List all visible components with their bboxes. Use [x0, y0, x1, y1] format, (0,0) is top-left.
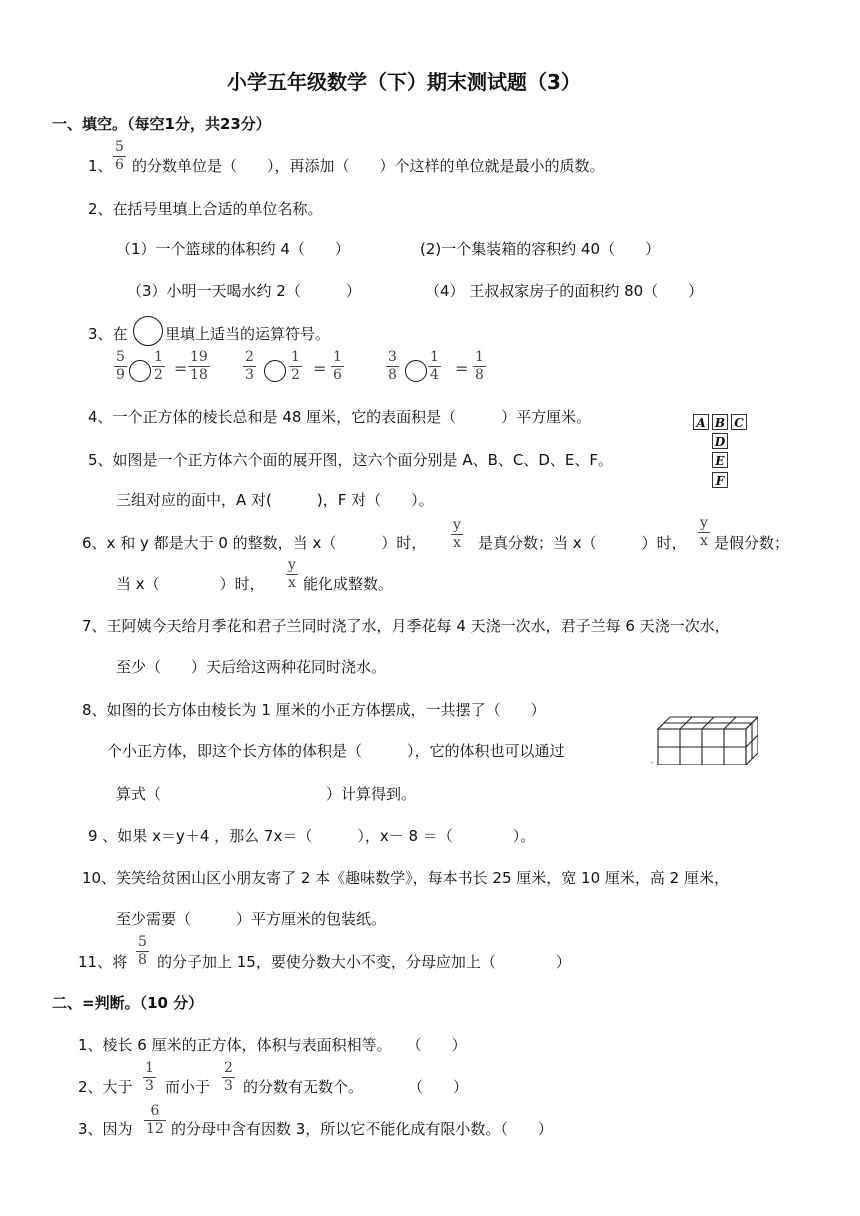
q3-eq2-result	[331, 350, 344, 382]
q3-eq1-result-n: 19	[190, 349, 208, 365]
q3-eq1-left	[114, 350, 127, 382]
operator-circle-icon	[133, 316, 163, 346]
q3-eq3-equals: =	[455, 359, 469, 378]
q3-eq3-result-d: 8	[475, 366, 484, 383]
q3-eq3-operator-blank[interactable]	[405, 360, 427, 382]
q11-pre: 11、将	[78, 953, 128, 971]
j3-pre: 3、因为	[78, 1120, 133, 1138]
q8-text-line2: 个小正方体，即这个长方体的体积是（ ），它的体积也可以通过	[107, 742, 565, 760]
q6-fraction-3-n: y	[288, 557, 296, 573]
q6-fraction-3-d: x	[288, 574, 296, 591]
q6-text-c: 是假分数；	[714, 534, 790, 552]
net-face-b: B	[712, 414, 728, 430]
j2-fraction-2-d: 3	[224, 1077, 233, 1094]
q3-eq2-left	[243, 350, 256, 382]
q4-text: 4、一个正方体的棱长总和是 48 厘米，它的表面积是（ ）平方厘米。	[88, 408, 592, 426]
q7-text-line1: 7、王阿姨今天给月季花和君子兰同时浇了水，月季花每 4 天浇一次水，君子兰每 6 天浇一次水，	[82, 617, 730, 635]
q3-eq3-right-n: 1	[430, 349, 439, 365]
q3-eq3-result	[473, 350, 486, 382]
j2-fraction-1-n: 1	[145, 1060, 154, 1076]
q2-text: 2、在括号里填上合适的单位名称。	[88, 200, 323, 218]
q8-text-line3: 算式（ ）计算得到。	[116, 785, 417, 803]
q3-eq1-result-d: 18	[190, 366, 208, 383]
j1-text: 1、棱长 6 厘米的正方体，体积与表面积相等。 （ ）	[78, 1036, 467, 1054]
net-face-e: E	[712, 452, 728, 468]
q3-post: 里填上适当的运算符号。	[165, 325, 331, 343]
q3-eq1-left-d: 9	[116, 366, 125, 383]
q3-eq1-right-d: 2	[154, 366, 163, 383]
q3-eq1-left-n: 5	[116, 349, 125, 365]
j2-fraction-2	[222, 1061, 235, 1093]
cube-net-figure	[693, 414, 753, 494]
q3-eq1-right-n: 1	[154, 349, 163, 365]
q3-eq3-right-d: 4	[430, 366, 439, 383]
q10-text-line2: 至少需要（ ）平方厘米的包装纸。	[116, 910, 387, 928]
q6-fraction-2	[698, 516, 710, 548]
j3-fraction	[144, 1104, 166, 1136]
q3-eq2-result-d: 6	[333, 366, 342, 383]
net-face-d: D	[712, 433, 728, 449]
q6-text-e: 能化成整数。	[303, 575, 394, 593]
j2-post: 的分数有无数个。 （ ）	[243, 1078, 469, 1096]
net-face-c: C	[731, 414, 747, 430]
q6-fraction-2-d: x	[700, 532, 708, 549]
q5-text-line1: 5、如图是一个正方体六个面的展开图，这六个面分别是 A、B、C、D、E、F。	[88, 451, 613, 469]
q7-text-line2: 至少（ ）天后给这两种花同时浇水。	[116, 658, 387, 676]
q2-item-1: （1）一个篮球的体积约 4（ ）	[116, 240, 350, 258]
q6-text-a: 6、x 和 y 都是大于 0 的整数，当 x（ ）时，	[82, 534, 427, 552]
q2-item-4: （4） 王叔叔家房子的面积约 80（ ）	[425, 282, 704, 300]
cuboid-figure	[650, 703, 758, 765]
q3-eq2-right-n: 1	[291, 349, 300, 365]
q1-fraction-numerator: 5	[115, 139, 124, 155]
q2-item-3: （3）小明一天喝水约 2（ ）	[127, 282, 361, 300]
q6-fraction-1	[451, 518, 463, 550]
q3-eq2-left-d: 3	[245, 366, 254, 383]
j3-fraction-n: 6	[150, 1103, 160, 1119]
q3-eq1-result	[188, 350, 210, 382]
q3-eq2-left-n: 2	[245, 349, 254, 365]
q6-fraction-1-n: y	[453, 517, 461, 533]
j2-fraction-2-n: 2	[224, 1060, 233, 1076]
q3-eq2-equals: =	[313, 359, 327, 378]
q3-eq3-result-n: 1	[475, 349, 484, 365]
section-2-heading: 二、=判断。（10 分）	[52, 994, 204, 1012]
q6-text-d: 当 x（ ）时，	[116, 575, 265, 593]
q3-eq2-result-n: 1	[333, 349, 342, 365]
q3-eq3-left-n: 3	[388, 349, 397, 365]
j3-post: 的分母中含有因数 3，所以它不能化成有限小数。（ ）	[171, 1120, 553, 1138]
section-1-heading: 一、填空。（每空1分，共23分）	[52, 115, 271, 133]
q5-text-line2: 三组对应的面中，A 对( )，F 对（ ）。	[116, 491, 434, 509]
q3-eq3-right	[428, 350, 441, 382]
q2-item-2: (2)一个集装箱的容积约 40（ ）	[420, 240, 661, 258]
q1-text: 的分数单位是（ ），再添加（ ）个这样的单位就是最小的质数。	[132, 157, 605, 175]
j2-fraction-1-d: 3	[145, 1077, 154, 1094]
q1-number: 1、	[88, 157, 113, 175]
j2-mid: 而小于	[165, 1078, 211, 1096]
q6-fraction-3	[286, 558, 298, 590]
q3-pre: 3、在	[88, 325, 128, 343]
q6-fraction-1-d: x	[453, 534, 461, 551]
q3-eq2-right	[289, 350, 302, 382]
j2-pre: 2、大于	[78, 1078, 133, 1096]
q3-eq1-right	[152, 350, 165, 382]
q9-text: 9 、如果 x＝y＋4 ，那么 7x＝（ ），x－ 8 ＝（ ）。	[88, 827, 536, 845]
q11-fraction-d: 8	[138, 951, 147, 968]
page-title: 小学五年级数学（下）期末测试题（3）	[227, 70, 581, 94]
q3-eq3-left	[386, 350, 399, 382]
q3-eq3-left-d: 8	[388, 366, 397, 383]
svg-text:、: 、	[650, 756, 660, 765]
q1-fraction-denominator: 6	[115, 156, 124, 173]
q11-fraction-n: 5	[138, 934, 147, 950]
j2-fraction-1	[143, 1061, 156, 1093]
q6-fraction-2-n: y	[700, 515, 708, 531]
j3-fraction-d: 12	[146, 1120, 164, 1137]
q6-text-b: 是真分数；当 x（ ）时，	[478, 534, 687, 552]
q3-eq1-operator-blank[interactable]	[129, 360, 151, 382]
q11-post: 的分子加上 15，要使分数大小不变，分母应加上（ ）	[157, 953, 571, 971]
q3-eq2-operator-blank[interactable]	[264, 360, 286, 382]
q3-eq2-right-d: 2	[291, 366, 300, 383]
q11-fraction	[136, 935, 149, 967]
q3-eq1-equals: =	[174, 359, 188, 378]
q10-text-line1: 10、笑笑给贫困山区小朋友寄了 2 本《趣味数学》，每本书长 25 厘米，宽 10 厘米，高 2 厘米，	[82, 869, 729, 887]
net-face-f: F	[712, 472, 728, 488]
q1-fraction	[113, 140, 126, 172]
net-face-a: A	[693, 414, 709, 430]
q8-text-line1: 8、如图的长方体由棱长为 1 厘米的小正方体摆成，一共摆了（ ）	[82, 701, 546, 719]
